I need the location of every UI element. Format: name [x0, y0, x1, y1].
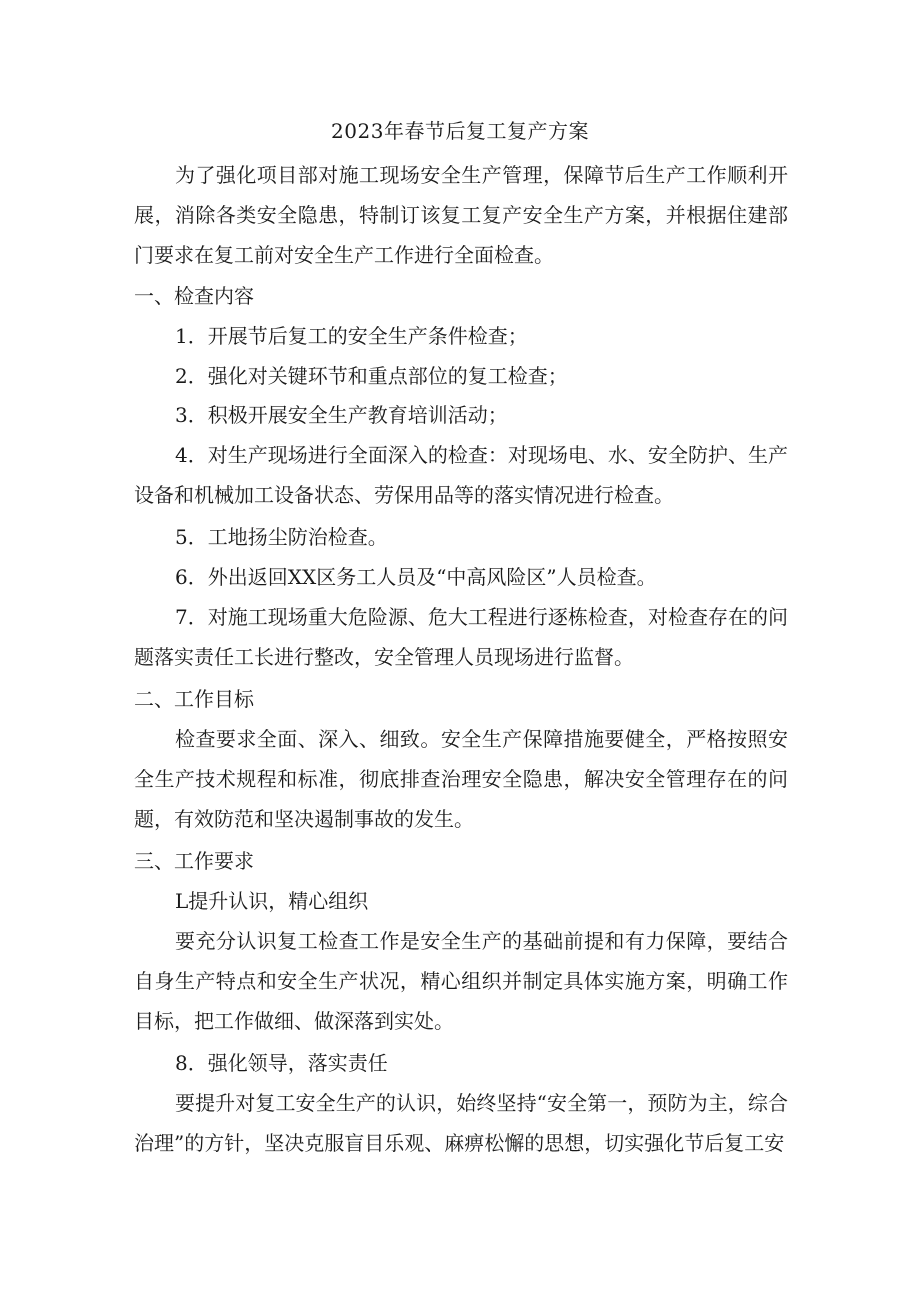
section-heading-check-content: 一、检查内容	[134, 284, 254, 308]
requirement-1-paragraph: 要充分认识复工检查工作是安全生产的基础前提和有力保障，要结合自身生产特点和安全生产状况，精心组织并制定具体实施方案，明确工作目标，把工作做细、做深落到实处。	[134, 929, 788, 1033]
check-item-1: 1．开展节后复工的安全生产条件检查；	[175, 324, 528, 348]
work-goal-paragraph: 检查要求全面、深入、细致。安全生产保障措施要健全，严格按照安全生产技术规程和标准，彻底排查治理安全隐患，解决安全管理存在的问题，有效防范和坚决遏制事故的发生。	[134, 727, 788, 831]
check-item-2: 2．强化对关键环节和重点部位的复工检查；	[175, 364, 568, 388]
section-heading-work-requirements: 三、工作要求	[134, 849, 254, 873]
check-item-6: 6．外出返回XX区务工人员及“中高风险区”人员检查。	[175, 565, 657, 589]
intro-paragraph: 为了强化项目部对施工现场安全生产管理，保障节后生产工作顺利开展，消除各类安全隐患，特制订该复工复产安全生产方案，并根据住建部门要求在复工前对安全生产工作进行全面检查。	[134, 163, 788, 267]
requirement-1-title: L提升认识，精心组织	[175, 889, 369, 913]
requirement-2-paragraph: 要提升对复工安全生产的认识，始终坚持“安全第一，预防为主，综合治理”的方针，坚决克服盲目乐观、麻痹松懈的思想，切实强化节后复工安	[134, 1091, 788, 1155]
check-item-7: 7．对施工现场重大危险源、危大工程进行逐栋检查，对检查存在的问题落实责任工长进行整改，安全管理人员现场进行监督。	[134, 605, 788, 669]
requirement-2-title: 8．强化领导，落实责任	[175, 1051, 388, 1075]
check-item-3: 3．积极开展安全生产教育培训活动；	[175, 403, 508, 427]
section-heading-work-goal: 二、工作目标	[134, 687, 254, 711]
document-title: 2023年春节后复工复产方案	[331, 119, 589, 143]
check-item-4: 4．对生产现场进行全面深入的检查：对现场电、水、安全防护、生产设备和机械加工设备状态、劳保用品等的落实情况进行检查。	[134, 443, 788, 507]
check-item-5: 5．工地扬尘防治检查。	[175, 525, 388, 549]
